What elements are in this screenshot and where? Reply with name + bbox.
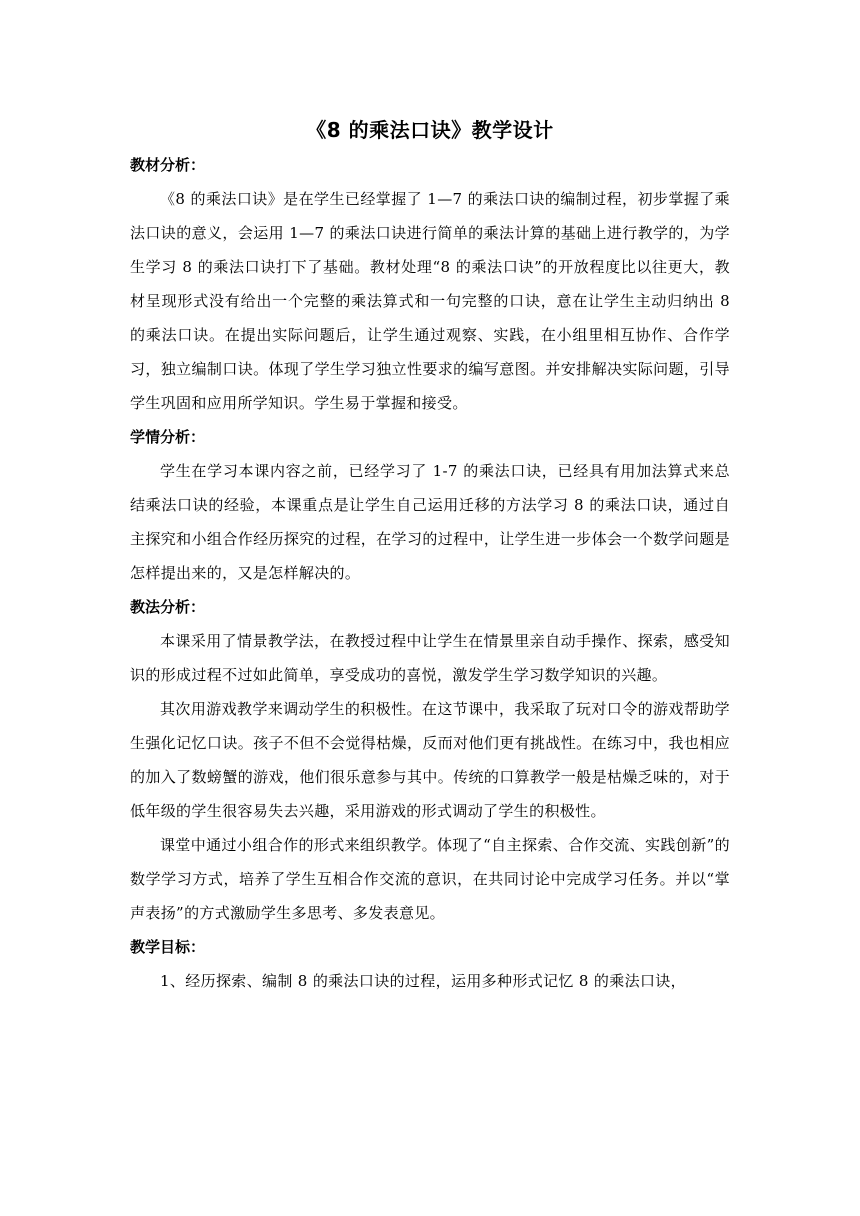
document-page — [130, 112, 730, 998]
paragraph: 本课采用了情景教学法，在教授过程中让学生在情景里亲自动手操作、探索，感受知识的形成过程不过如此简单，享受成功的喜悦，激发学生学习数学知识的兴趣。 — [130, 632, 730, 684]
section-heading: 教材分析： — [130, 156, 206, 174]
paragraph: 1、经历探索、编制 8 的乘法口诀的过程，运用多种形式记忆 8 的乘法口诀， — [160, 972, 687, 990]
paragraph: 学生在学习本课内容之前，已经学习了 1-7 的乘法口诀，已经具有用加法算式来总结乘法口诀的经验，本课重点是让学生自己运用迁移的方法学习 8 的乘法口诀，通过自主探究和小组合作经历探究的过程，在学习的过程中，让学生进一步体会一个数学问题是怎样提出来的，又是怎样解决的。 — [130, 462, 730, 582]
document-title: 《8 的乘法口诀》教学设计 — [306, 118, 554, 142]
section-textbook-analysis — [130, 148, 730, 420]
paragraph: 课堂中通过小组合作的形式来组织教学。体现了“自主探索、合作交流、实践创新”的数学学习方式，培养了学生互相合作交流的意识，在共同讨论中完成学习任务。并以“掌声表扬”的方式激励学生多思考、多发表意见。 — [130, 836, 730, 922]
section-teaching-method-analysis — [130, 590, 730, 930]
paragraph: 其次用游戏教学来调动学生的积极性。在这节课中，我采取了玩对口令的游戏帮助学生强化记忆口诀。孩子不但不会觉得枯燥，反而对他们更有挑战性。在练习中，我也相应的加入了数螃蟹的游戏，他们很乐意参与其中。传统的口算教学一般是枯燥乏味的，对于低年级的学生很容易失去兴趣，采用游戏的形式调动了学生的积极性。 — [130, 700, 730, 820]
section-teaching-goals — [130, 930, 730, 998]
section-heading: 学情分析： — [130, 428, 206, 446]
section-student-analysis — [130, 420, 730, 590]
section-heading: 教法分析： — [130, 598, 206, 616]
section-heading: 教学目标： — [130, 938, 206, 956]
paragraph: 《8 的乘法口诀》是在学生已经掌握了 1—7 的乘法口诀的编制过程，初步掌握了乘法口诀的意义，会运用 1—7 的乘法口诀进行简单的乘法计算的基础上进行教学的，为学生学习 8 的乘法口诀打下了基础。教材处理“8 的乘法口诀”的开放程度比以往更大，教材呈现形式没有给出一个完整的乘法算式和一句完整的口诀，意在让学生主动归纳出 8 的乘法口诀。在提出实际问题后，让学生通过观察、实践，在小组里相互协作、合作学习，独立编制口诀。体现了学生学习独立性要求的编写意图。并安排解决实际问题，引导学生巩固和应用所学知识。学生易于掌握和接受。 — [130, 190, 730, 412]
